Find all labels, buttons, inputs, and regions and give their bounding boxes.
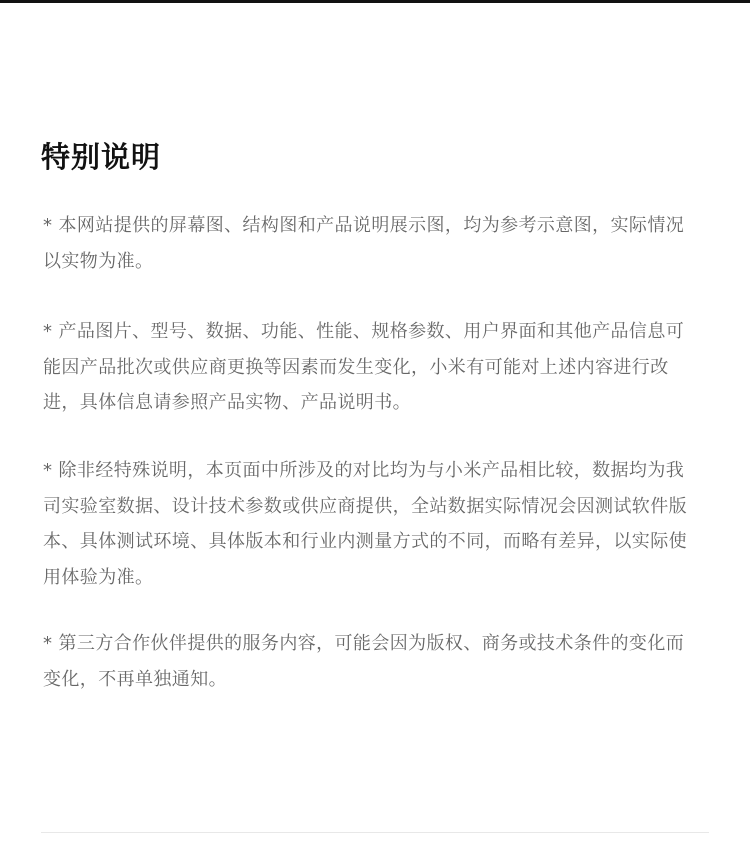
- notice-paragraph-product-info: * 产品图片、型号、数据、功能、性能、规格参数、用户界面和其他产品信息可能因产品批次或供应商更换等因素而发生变化，小米有可能对上述内容进行改进，具体信息请参照产品实物、产品说明书。: [43, 321, 685, 413]
- notice-paragraph-third-party: * 第三方合作伙伴提供的服务内容，可能会因为版权、商务或技术条件的变化而变化，不再单独通知。: [43, 633, 685, 690]
- top-border: [0, 0, 750, 3]
- page-title: 特别说明: [41, 140, 162, 174]
- notice-paragraph-comparison-data: * 除非经特殊说明，本页面中所涉及的对比均为与小米产品相比较，数据均为我司实验室数据、设计技术参数或供应商提供，全站数据实际情况会因测试软件版本、具体测试环境、具体版本和行业内测量方式的不同，而略有差异，以实际使用体验为准。: [43, 460, 687, 588]
- notice-paragraph-display-images: * 本网站提供的屏幕图、结构图和产品说明展示图，均为参考示意图，实际情况以实物为准。: [43, 215, 685, 272]
- bottom-divider: [41, 832, 709, 833]
